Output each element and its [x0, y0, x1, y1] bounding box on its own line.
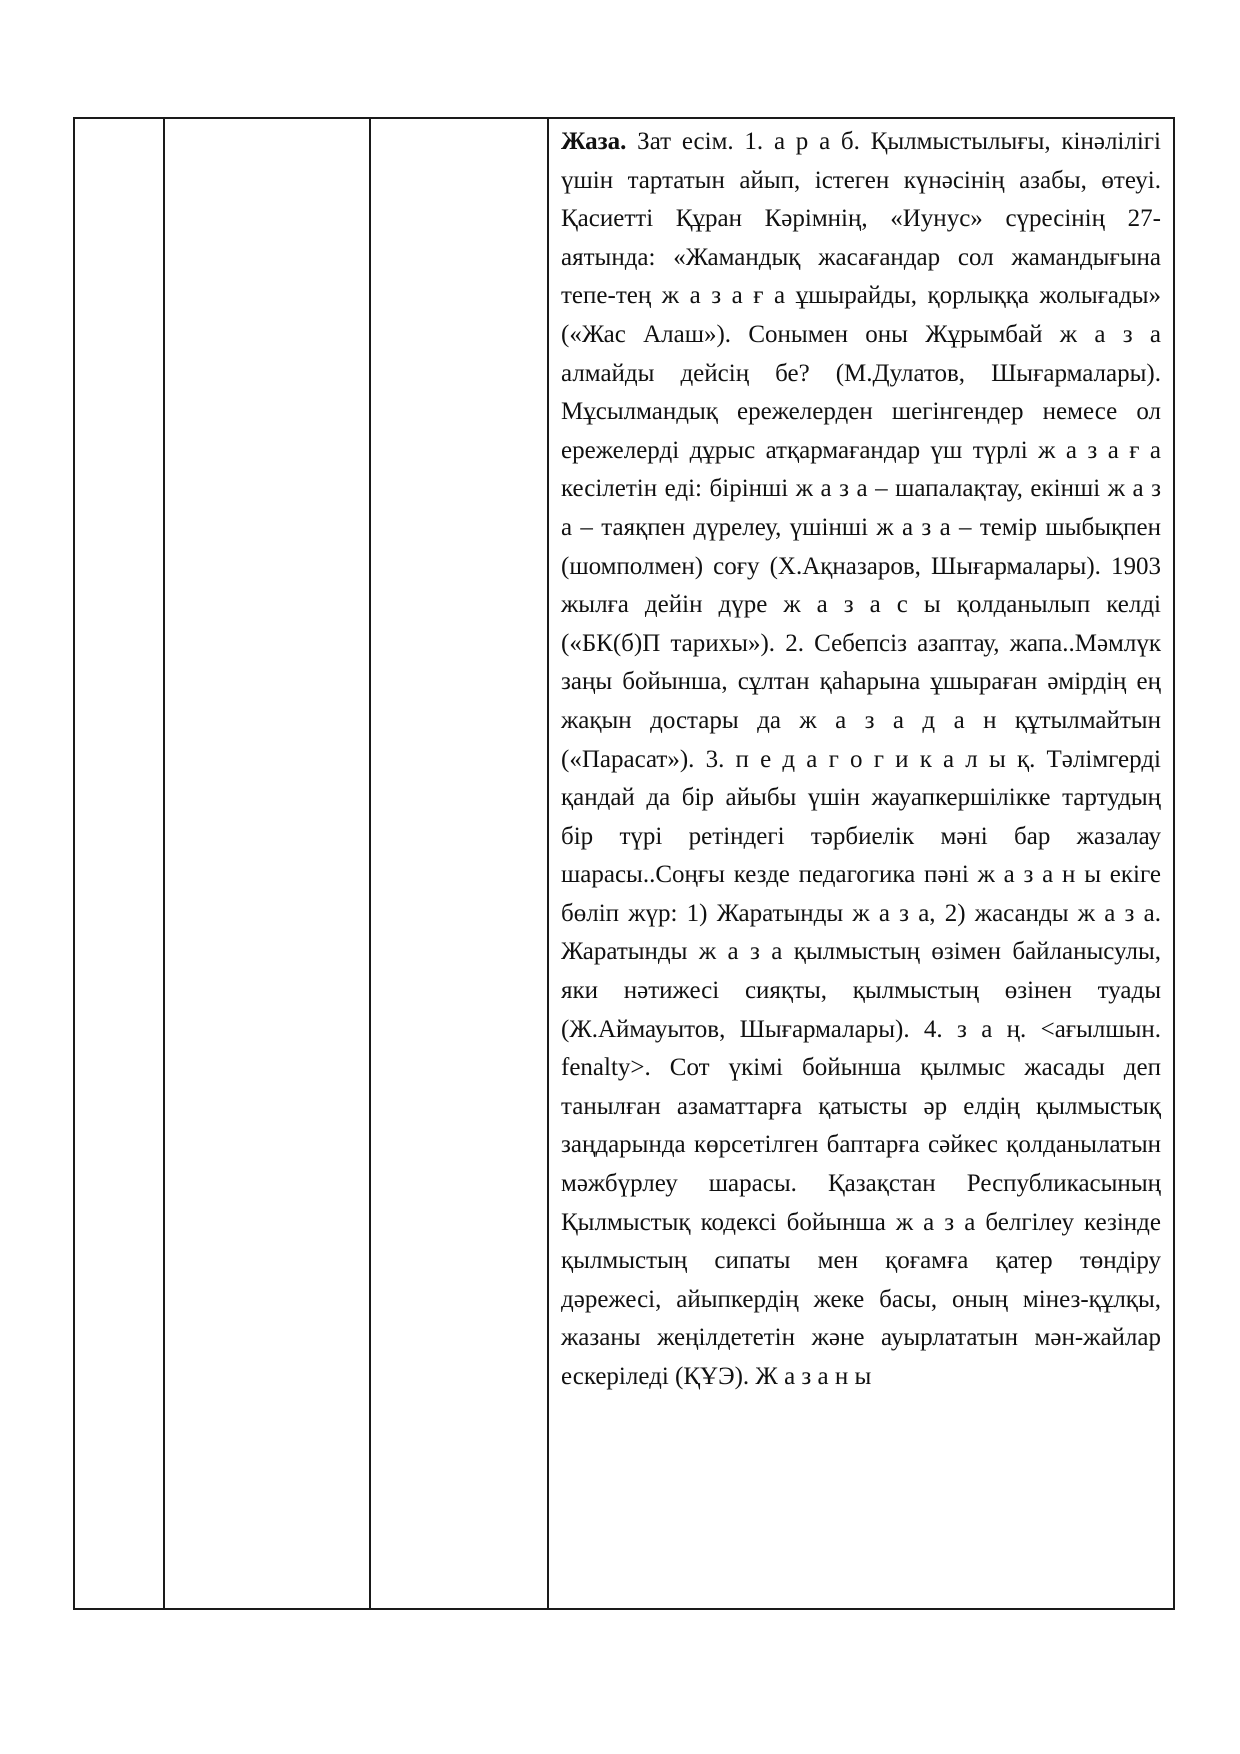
empty-cell-column-3 — [370, 118, 548, 1609]
document-table — [73, 117, 1175, 1610]
dictionary-entry — [549, 119, 1173, 1397]
entry-body-text: Зат есім. 1. а р а б. Қылмыстылығы, кінәлілігі үшін тартатын айып, істеген күнәсінің азабы, өтеуі. Қасиетті Құран Кәрімнің, «Иунус» сүресінің 27-аятында: «Жамандық жасағандар сол жамандығына тепе-тең ж а з а ғ а ұшырайды, қорлыққа жолығады» («Жас Алаш»). Сонымен оны Жұрымбай ж а з а алмайды дейсің бе? (М.Дулатов, Шығармалары). Мұсылмандық ережелерден шегінгендер немесе ол ережелерді дұрыс атқармағандар үш түрлі ж а з а ғ а кесілетін еді: бірінші ж а з а – шапалақтау, екінші ж а з а – таяқпен дүрелеу, үшінші ж а з а – темір шыбықпен (шомполмен) соғу (Х.Ақназаров, Шығармалары). 1903 жылға дейін дүре ж а з а с ы қолданылып келді («БК(б)П тарихы»). 2. Себепсіз азаптау, жапа..Мәмлүк заңы бойынша, сұлтан қаһарына ұшыраған әмірдің ең жақын достары да ж а з а д а н құтылмайтын («Парасат»). 3. п е д а г о г и к а л ы қ. Тәлімгерді қандай да бір айыбы үшін жауапкершілікке тартудың бір түрі ретіндегі тәрбиелік мәні бар жазалау шарасы..Соңғы кезде педагогика пәні ж а з а н ы екіге бөліп жүр: 1) Жаратынды ж а з а, 2) жасанды ж а з а. Жаратынды ж а з а қылмыстың өзімен байланысулы, яки нәтижесі сияқты, қылмыстың өзінен туады (Ж.Аймауытов, Шығармалары). 4. з а ң. <ағылшын. fenalty>. Сот үкімі бойынша қылмыс жасады деп танылған азаматтарға қатысты әр елдің қылмыстық заңдарында көрсетілген баптарға сәйкес қолданылатын мәжбүрлеу шарасы. Қазақстан Республикасының Қылмыстық кодексі бойынша ж а з а белгілеу кезінде қылмыстың сипаты мен қоғамға қатер төндіру дәрежесі, айыпкердің жеке басы, оның мінез-құлқы, жазаны жеңілдететін және ауырлататын мән-жайлар ескеріледі (ҚҰЭ). Ж а з а н ы — [561, 128, 1161, 1390]
definition-cell — [548, 118, 1174, 1609]
empty-cell-column-2 — [164, 118, 370, 1609]
headword: Жаза. — [561, 128, 627, 155]
empty-cell-column-1 — [74, 118, 164, 1609]
entry-paragraph — [561, 123, 1161, 1397]
table-row — [74, 118, 1174, 1609]
